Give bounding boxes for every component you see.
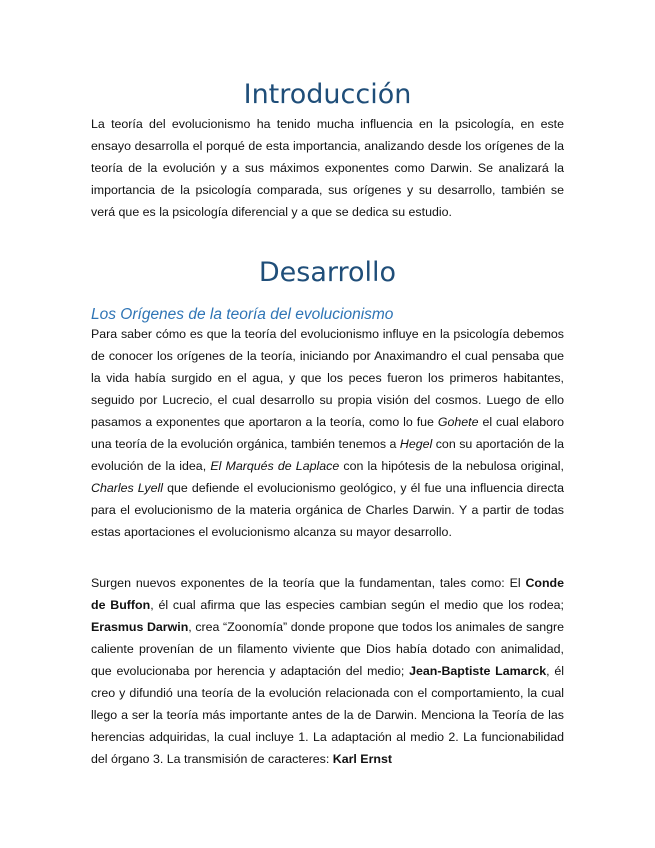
text-run: que defiende el evolucionismo geológico, y él fue una influencia directa para el evolucionismo de la materia orgánica de Charles Darwin. Y a partir de todas estas aportaciones el evolucionismo alcanza su mayor desarrollo.	[91, 481, 564, 539]
name-laplace: El Marqués de Laplace	[210, 459, 340, 473]
intro-paragraph: La teoría del evolucionismo ha tenido mucha influencia en la psicología, en este ensayo desarrolla el porqué de esta importancia, analizando desde los orígenes de la teoría de la evolución y a sus máximos exponentes como Darwin. Se analizará la importancia de la psicología comparada, sus orígenes y su desarrollo, también se verá que es la psicología diferencial y a que se dedica su estudio.	[91, 117, 564, 219]
text-run: con su aportación de la evolución de la idea,	[91, 437, 564, 473]
text-run: , él cual afirma que las especies cambian según el medio que los rodea;	[150, 598, 565, 612]
desarrollo-heading: Desarrollo	[258, 257, 397, 288]
name-buffon: Conde de Buffon	[91, 576, 564, 612]
text-run: , crea “Zoonomía” donde propone que todos los animales de sangre caliente provenían de un filamento viviente que Dios había dotado con animalidad, que evolucionaba por herencia y adaptación del medio;	[91, 620, 564, 678]
name-hegel: Hegel	[399, 437, 433, 451]
origins-subheading: Los Orígenes de la teoría del evolucionismo	[91, 306, 394, 323]
name-karl-ernst: Karl Ernst	[332, 752, 392, 766]
text-run: con la hipótesis de la nebulosa original,	[339, 459, 564, 473]
text-run: el cual elaboro una teoría de la evolución orgánica, también tenemos a	[91, 415, 564, 451]
text-run: Surgen nuevos exponentes de la teoría que la fundamentan, tales como: El	[91, 576, 526, 590]
name-lamarck: Jean-Baptiste Lamarck	[409, 664, 547, 678]
text-run: , él creo y difundió una teoría de la evolución relacionada con el comportamiento, la cual llego a ser la teoría más importante antes de la de Darwin. Menciona la Teoría de las herencias adquiridas, la cual incluye 1. La adaptación al medio 2. La funcionabilidad del órgano 3. La transmisión de caracteres:	[91, 664, 564, 766]
text-run: Para saber cómo es que la teoría del evolucionismo influye en la psicología debemos de conocer los orígenes de la teoría, iniciando por Anaximandro el cual pensaba que la vida había surgido en el agua, y que los peces fueron los primeros habitantes, seguido por Lucrecio, el cual desarrollo su propia visión del cosmos. Luego de ello pasamos a exponentes que aportaron a la teoría, como lo fue	[91, 327, 564, 429]
name-gohete: Gohete	[437, 415, 479, 429]
exponents-paragraph	[91, 572, 564, 770]
origins-paragraph	[91, 323, 564, 543]
intro-heading: Introducción	[243, 79, 412, 110]
name-erasmus-darwin: Erasmus Darwin	[91, 620, 189, 634]
name-lyell: Charles Lyell	[91, 481, 164, 495]
